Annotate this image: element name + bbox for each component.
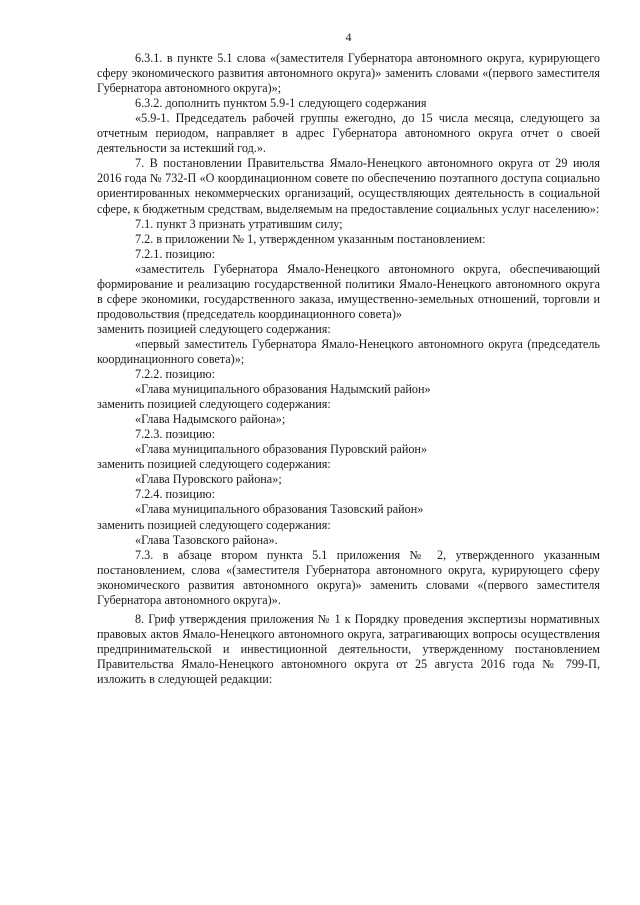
quoted-position-old: «Глава муниципального образования Надымский район» bbox=[135, 382, 431, 397]
paragraph-8: 8. Гриф утверждения приложения № 1 к Порядку проведения экспертизы нормативных правовых актов Ямало-Ненецкого автономного округа, затрагивающих вопросы осуществления предпринимательской и инвестиционной деятельности, утвержденному постановлением Правительства Ямало-Ненецкого автономного округа от 25 августа 2016 года № 799-П, изложить в следующей редакции: bbox=[97, 611, 600, 686]
page-number: 4 bbox=[345, 30, 352, 44]
quoted-position-old: «заместитель Губернатора Ямало-Ненецкого автономного округа, обеспечивающий формирование и реализацию государственной политики Ямало-Ненецкого автономного округа в сфере экономики, государственного заказа, имущественно-земельных отношений, торговли и продовольствия (председатель координационного совета)» bbox=[97, 261, 600, 321]
quoted-position-old: «Глава муниципального образования Тазовский район» bbox=[135, 502, 424, 517]
paragraph-7-2-2: 7.2.2. позицию: bbox=[135, 367, 215, 382]
paragraph-7-2-1: 7.2.1. позицию: bbox=[135, 246, 215, 261]
replace-instruction: заменить позицией следующего содержания: bbox=[97, 397, 331, 412]
paragraph-7-3: 7.3. в абзаце втором пункта 5.1 приложения № 2, утвержденного указанным постановлением, слова «(заместителя Губернатора автономного округа, курирующего сферу экономического развития автономного округа)» заменить словами «(первого заместителя Губернатора автономного округа)». bbox=[97, 547, 600, 607]
paragraph-7: 7. В постановлении Правительства Ямало-Ненецкого автономного округа от 29 июля 2016 года № 732-П «О координационном совете по обеспечению поэтапного доступа социально ориентированных некоммерческих организаций, осуществляющих деятельность в социальной сфере, к бюджетным средствам, выделяемым на предоставление социальных услуг населению»: bbox=[97, 156, 600, 216]
quoted-position-new: «первый заместитель Губернатора Ямало-Ненецкого автономного округа (председатель координационного совета)»; bbox=[97, 336, 600, 366]
replace-instruction: заменить позицией следующего содержания: bbox=[97, 517, 331, 532]
paragraph-6-3-2: 6.3.2. дополнить пунктом 5.9-1 следующего содержания bbox=[135, 96, 427, 111]
quoted-position-new: «Глава Пуровского района»; bbox=[135, 472, 282, 487]
paragraph-7-2-4: 7.2.4. позицию: bbox=[135, 487, 215, 502]
paragraph-7-2-3: 7.2.3. позицию: bbox=[135, 427, 215, 442]
replace-instruction: заменить позицией следующего содержания: bbox=[97, 457, 331, 472]
paragraph-7-2: 7.2. в приложении № 1, утвержденном указанным постановлением: bbox=[135, 231, 486, 246]
paragraph-5-9-1: «5.9-1. Председатель рабочей группы ежегодно, до 15 числа месяца, следующего за отчетным периодом, направляет в адрес Губернатора автономного округа отчет о своей деятельности за истекший год.». bbox=[97, 111, 600, 156]
paragraph-7-1: 7.1. пункт 3 признать утратившим силу; bbox=[135, 216, 343, 231]
quoted-position-old: «Глава муниципального образования Пуровский район» bbox=[135, 442, 428, 457]
quoted-position-new: «Глава Тазовского района». bbox=[135, 532, 278, 547]
paragraph-6-3-1: 6.3.1. в пункте 5.1 слова «(заместителя Губернатора автономного округа, курирующего сферу экономического развития автономного округа)» заменить словами «(первого заместителя Губернатора автономного округа)»; bbox=[97, 51, 600, 96]
quoted-position-new: «Глава Надымского района»; bbox=[135, 412, 286, 427]
replace-instruction: заменить позицией следующего содержания: bbox=[97, 321, 331, 336]
